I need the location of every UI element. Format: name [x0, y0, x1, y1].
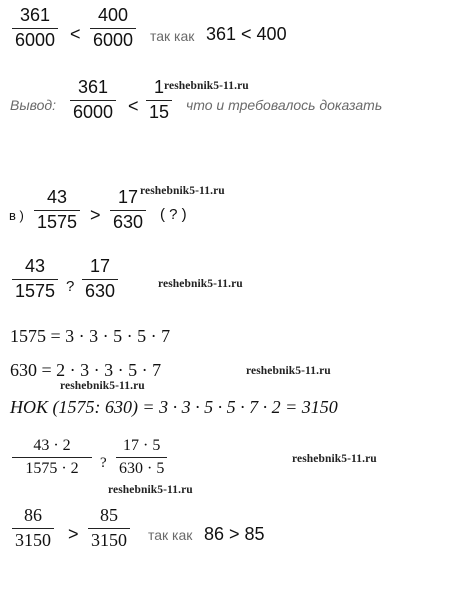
denominator: 630 — [85, 280, 116, 301]
numerator: 1 — [154, 77, 165, 97]
conclusion-text: что и требовалось доказать — [186, 97, 383, 113]
factorization-630: 630 = 2 · 3 · 3 · 5 · 7 — [10, 360, 162, 380]
denominator: 15 — [149, 101, 170, 122]
fraction-bar — [12, 457, 92, 458]
since-text: так как — [148, 527, 193, 543]
numerator: 43 · 2 — [33, 437, 71, 454]
comparison-361-400: 361 < 400 — [206, 24, 287, 44]
denominator: 6000 — [73, 101, 114, 122]
question-mark: ( ? ) — [160, 206, 187, 223]
numerator: 86 — [24, 505, 42, 525]
greater-than-sign: > — [90, 205, 101, 225]
nok-line: НОК (1575: 630) = 3 · 3 · 5 · 5 · 7 · 2 = 3150 — [10, 397, 338, 417]
less-than-sign: < — [128, 96, 139, 116]
fraction-43-1575-compare — [12, 257, 58, 302]
fraction-17x5-630x5 — [116, 437, 167, 477]
fraction-bar — [88, 528, 130, 529]
numerator: 361 — [20, 5, 51, 25]
conclusion-label-text: Вывод — [10, 97, 53, 113]
watermark: reshebnik5-11.ru — [246, 365, 331, 377]
fraction-400-6000 — [90, 6, 136, 51]
denominator: 1575 — [15, 280, 56, 301]
fraction-361-6000-conclusion — [70, 78, 116, 123]
part-v-label: в ) — [9, 208, 24, 223]
conclusion-label: Вывод: — [10, 97, 57, 113]
numerator: 17 — [118, 187, 139, 207]
denominator: 3150 — [91, 529, 127, 550]
fraction-bar — [90, 28, 136, 29]
fraction-bar — [110, 210, 146, 211]
fraction-43x2-1575x2 — [12, 437, 92, 477]
watermark: reshebnik5-11.ru — [108, 484, 193, 496]
comparison-86-85: 86 > 85 — [204, 524, 265, 544]
denominator: 3150 — [15, 529, 51, 550]
fraction-86-3150 — [12, 506, 54, 551]
fraction-bar — [34, 210, 80, 211]
denominator: 630 — [113, 211, 144, 232]
fraction-85-3150 — [88, 506, 130, 551]
denominator: 630 · 5 — [119, 459, 165, 477]
less-than-sign: < — [70, 24, 81, 44]
watermark: reshebnik5-11.ru — [164, 80, 249, 92]
fraction-bar — [146, 100, 172, 101]
fraction-bar — [116, 457, 167, 458]
watermark: reshebnik5-11.ru — [292, 453, 377, 465]
fraction-361-6000 — [12, 6, 58, 51]
greater-than-sign: > — [68, 524, 79, 544]
watermark: reshebnik5-11.ru — [158, 278, 243, 290]
fraction-17-630-compare — [82, 257, 118, 302]
numerator: 43 — [25, 256, 46, 276]
fraction-bar — [12, 279, 58, 280]
fraction-bar — [70, 100, 116, 101]
watermark: reshebnik5-11.ru — [60, 380, 145, 392]
question-sign: ? — [66, 278, 75, 295]
since-text: так как — [150, 28, 195, 44]
numerator: 17 · 5 — [123, 437, 161, 454]
factorization-1575: 1575 = 3 · 3 · 5 · 5 · 7 — [10, 326, 171, 346]
denominator: 1575 — [37, 211, 78, 232]
question-sign: ? — [100, 455, 107, 471]
numerator: 17 — [90, 256, 111, 276]
numerator: 400 — [98, 5, 129, 25]
watermark: reshebnik5-11.ru — [140, 185, 225, 197]
denominator: 1575 · 2 — [25, 459, 79, 477]
fraction-bar — [82, 279, 118, 280]
fraction-43-1575 — [34, 188, 80, 233]
numerator: 43 — [47, 187, 68, 207]
denominator: 6000 — [15, 29, 56, 50]
fraction-bar — [12, 28, 58, 29]
fraction-bar — [12, 528, 54, 529]
numerator: 85 — [100, 505, 118, 525]
denominator: 6000 — [93, 29, 134, 50]
numerator: 361 — [78, 77, 109, 97]
